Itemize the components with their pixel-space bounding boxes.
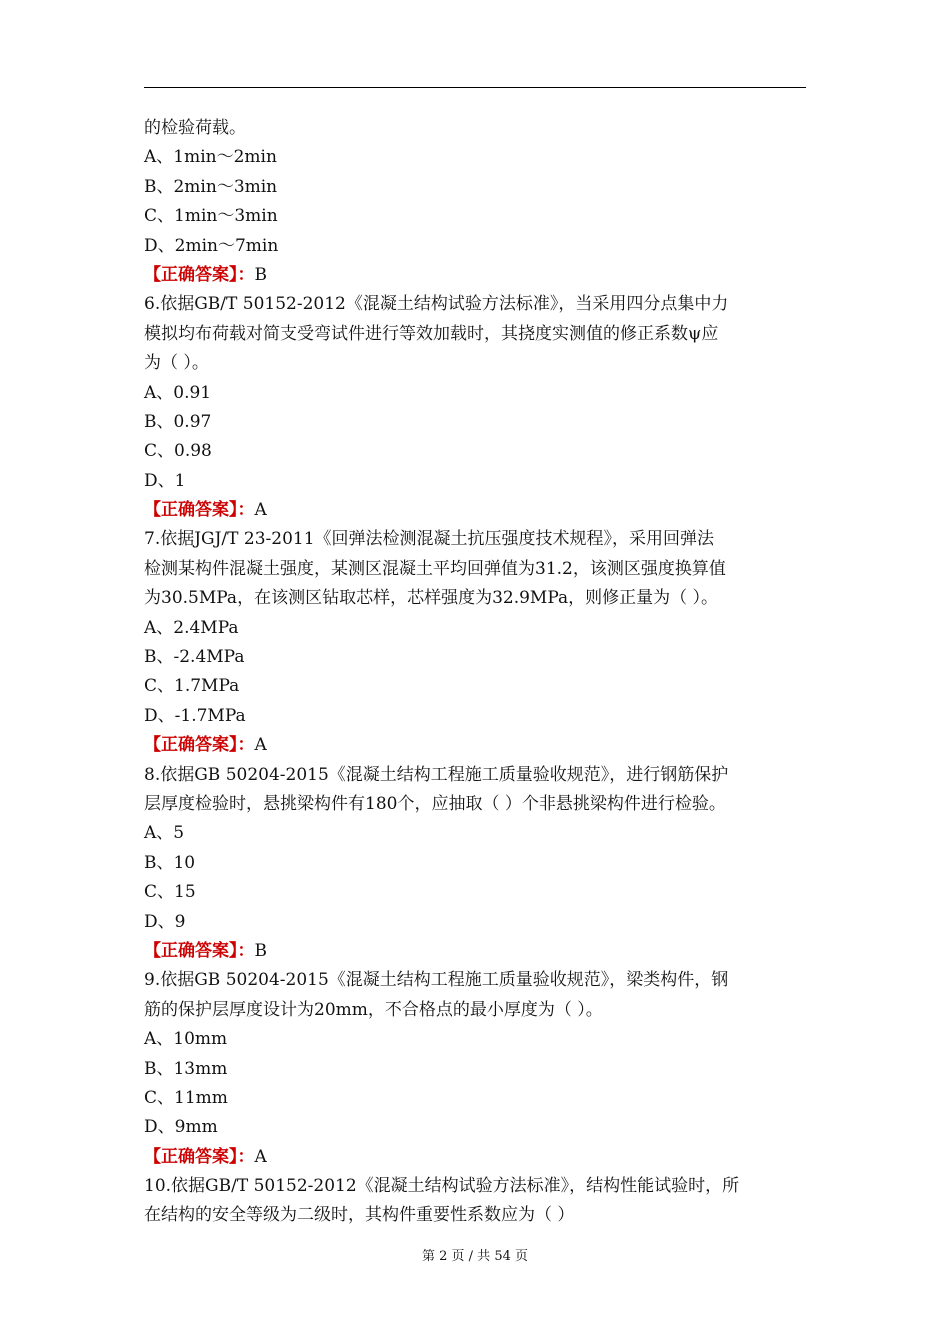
header-rule (144, 87, 806, 88)
answer-value: B (254, 264, 267, 285)
question-5-options (144, 143, 806, 290)
question-text-line: 为30.5MPa，在该测区钻取芯样，芯样强度为32.9MPa，则修正量为（ ）。 (144, 588, 719, 609)
question-text-line: 筋的保护层厚度设计为20mm，不合格点的最小厚度为（ ）。 (144, 999, 603, 1020)
correct-answer (144, 496, 806, 525)
option-c: C、11mm (144, 1087, 228, 1108)
option-a: A、0.91 (144, 382, 212, 403)
option-b: B、-2.4MPa (144, 647, 245, 668)
question-text-line: 7.依据JGJ/T 23-2011《回弹法检测混凝土抗压强度技术规程》，采用回弹法 (144, 529, 715, 550)
option-c: C、1min～3min (144, 206, 278, 227)
question-text-line: 模拟均布荷载对简支受弯试件进行等效加载时，其挠度实测值的修正系数ψ应 (144, 323, 719, 344)
option-a: A、2.4MPa (144, 617, 239, 638)
answer-value: A (254, 1146, 267, 1167)
correct-answer (144, 261, 806, 290)
continuation-text: 的检验荷载。 (144, 118, 246, 138)
question-7 (144, 525, 806, 760)
option-d: D、9mm (144, 1117, 218, 1138)
answer-label: 【正确答案】： (144, 735, 255, 756)
question-text-line: 10.依据GB/T 50152-2012《混凝土结构试验方法标准》，结构性能试验时，所 (144, 1176, 740, 1197)
correct-answer (144, 937, 806, 966)
page-footer: 第 2 页 / 共 54 页 (422, 1249, 528, 1264)
answer-label: 【正确答案】： (144, 940, 255, 961)
answer-value: A (254, 500, 267, 521)
option-d: D、2min～7min (144, 235, 279, 256)
option-d: D、-1.7MPa (144, 705, 246, 726)
option-d: D、9 (144, 911, 186, 932)
option-a: A、10mm (144, 1029, 228, 1050)
answer-label: 【正确答案】： (144, 264, 255, 285)
answer-value: A (254, 735, 267, 756)
option-a: A、1min～2min (144, 147, 277, 168)
option-b: B、2min～3min (144, 176, 278, 197)
question-text-line: 在结构的安全等级为二级时，其构件重要性系数应为（ ） (144, 1205, 575, 1226)
question-text-line: 6.依据GB/T 50152-2012《混凝土结构试验方法标准》，当采用四分点集中力 (144, 294, 729, 315)
document-body (144, 114, 806, 1231)
option-c: C、1.7MPa (144, 676, 240, 697)
answer-label: 【正确答案】： (144, 500, 255, 521)
option-b: B、13mm (144, 1058, 228, 1079)
question-6 (144, 290, 806, 525)
correct-answer (144, 1143, 806, 1172)
question-8 (144, 761, 806, 967)
question-10 (144, 1172, 806, 1231)
question-text-line: 9.依据GB 50204-2015《混凝土结构工程施工质量验收规范》，梁类构件，钢 (144, 970, 729, 991)
option-b: B、10 (144, 852, 196, 873)
option-c: C、0.98 (144, 441, 212, 462)
question-text-line: 为（ ）。 (144, 353, 209, 374)
answer-label: 【正确答案】： (144, 1146, 255, 1167)
question-text-line: 8.依据GB 50204-2015《混凝土结构工程施工质量验收规范》，进行钢筋保护 (144, 764, 729, 785)
option-c: C、15 (144, 882, 196, 903)
option-b: B、0.97 (144, 411, 212, 432)
question-text-line: 检测某构件混凝土强度，某测区混凝土平均回弹值为31.2，该测区强度换算值 (144, 558, 726, 579)
answer-value: B (254, 940, 267, 961)
question-9 (144, 966, 806, 1172)
option-d: D、1 (144, 470, 186, 491)
option-a: A、5 (144, 823, 185, 844)
question-text-line: 层厚度检验时，悬挑梁构件有180个，应抽取（ ）个非悬挑梁构件进行检验。 (144, 793, 726, 814)
correct-answer (144, 731, 806, 760)
